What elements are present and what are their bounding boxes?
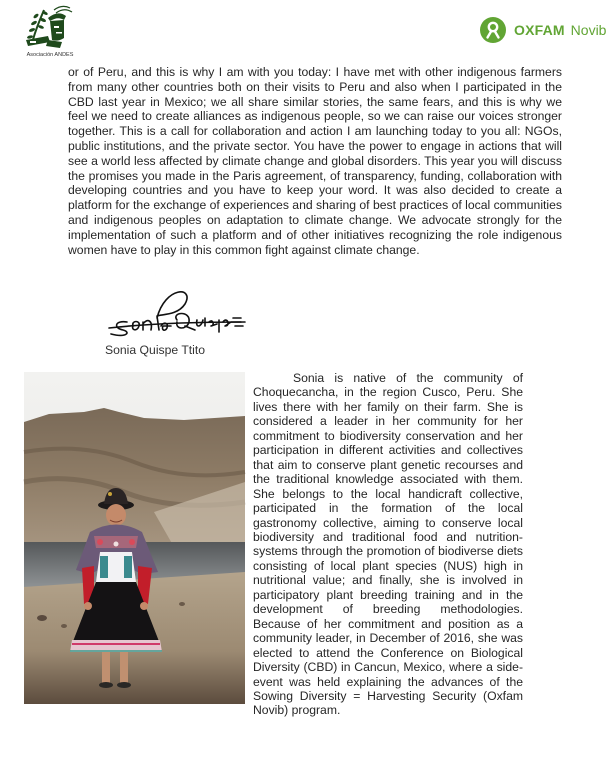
andes-logo-icon	[18, 4, 74, 52]
bio-text: Sonia is native of the community of Choquecancha, in the region Cusco, Peru. She lives there with her family on their farm. She is considered a leader in her community for her commitment to biodiversity conservation and her participation in different activities and collectives that aim to conserve plant genetic recourses and the traditional knowledge associated with them. She belongs to the local handicraft collective, participated in the formation of the local gastronomy collective, aiming to conserve local biodiversity and traditional food and nutrition-systems through the promotion of biodiverse diets consisting of local plant species (NUS) high in nutritional value; and finally, she is involved in participatory plant breeding training and in the development of breeding methodologies. Because of her commitment and position as a community leader, in December of 2016, she was elected to attend the Conference on Biological Diversity (CBD) in Cancun, Mexico, where a side-event was held explaining the advances of the Sowing Diversity = Harvesting Security (Oxfam Novib) program.	[253, 371, 523, 718]
oxfam-brand: OXFAM	[514, 22, 565, 38]
oxfam-novib-logo	[480, 15, 606, 45]
portrait-photo-image	[24, 372, 245, 704]
handwritten-signature-icon	[105, 282, 275, 338]
oxfam-sub: Novib	[570, 22, 606, 38]
oxfam-icon	[480, 17, 506, 43]
andes-logo-caption: Asociación ANDES	[26, 52, 74, 58]
signer-name: Sonia Quispe Ttito	[105, 343, 206, 357]
andes-logo	[10, 4, 80, 62]
letter-body: or of Peru, and this is why I am with you today: I have met with other indigenous farmers from many other countries both on their visits to Peru and also when I participated in the CBD last year in Mexico; we all share similar stories, the same fears, and this is why we feel we need to create alliances as indigenous people, so we can raise our voices stronger together. This is a call for collaboration and action I am launching today to you all: NGOs, public institutions, and the private sector. You have the power to engage in actions that will see a world less affected by climate change and global disorders. This year you will discuss the promises you made in the Paris agreement, of transparency, funding, collaboration with developing countries and you have to keep your word. It was also decided to create a platform for the exchange of experiences and sharing of best practices of local communities and indigenous peoples on adaptation to climate change. We advocate strongly for the implementation of such a platform and of other initiatives recognizing the role indigenous women have to play in this common fight against climate change.	[68, 65, 562, 257]
oxfam-wordmark	[514, 22, 606, 38]
portrait-photo	[24, 372, 245, 704]
